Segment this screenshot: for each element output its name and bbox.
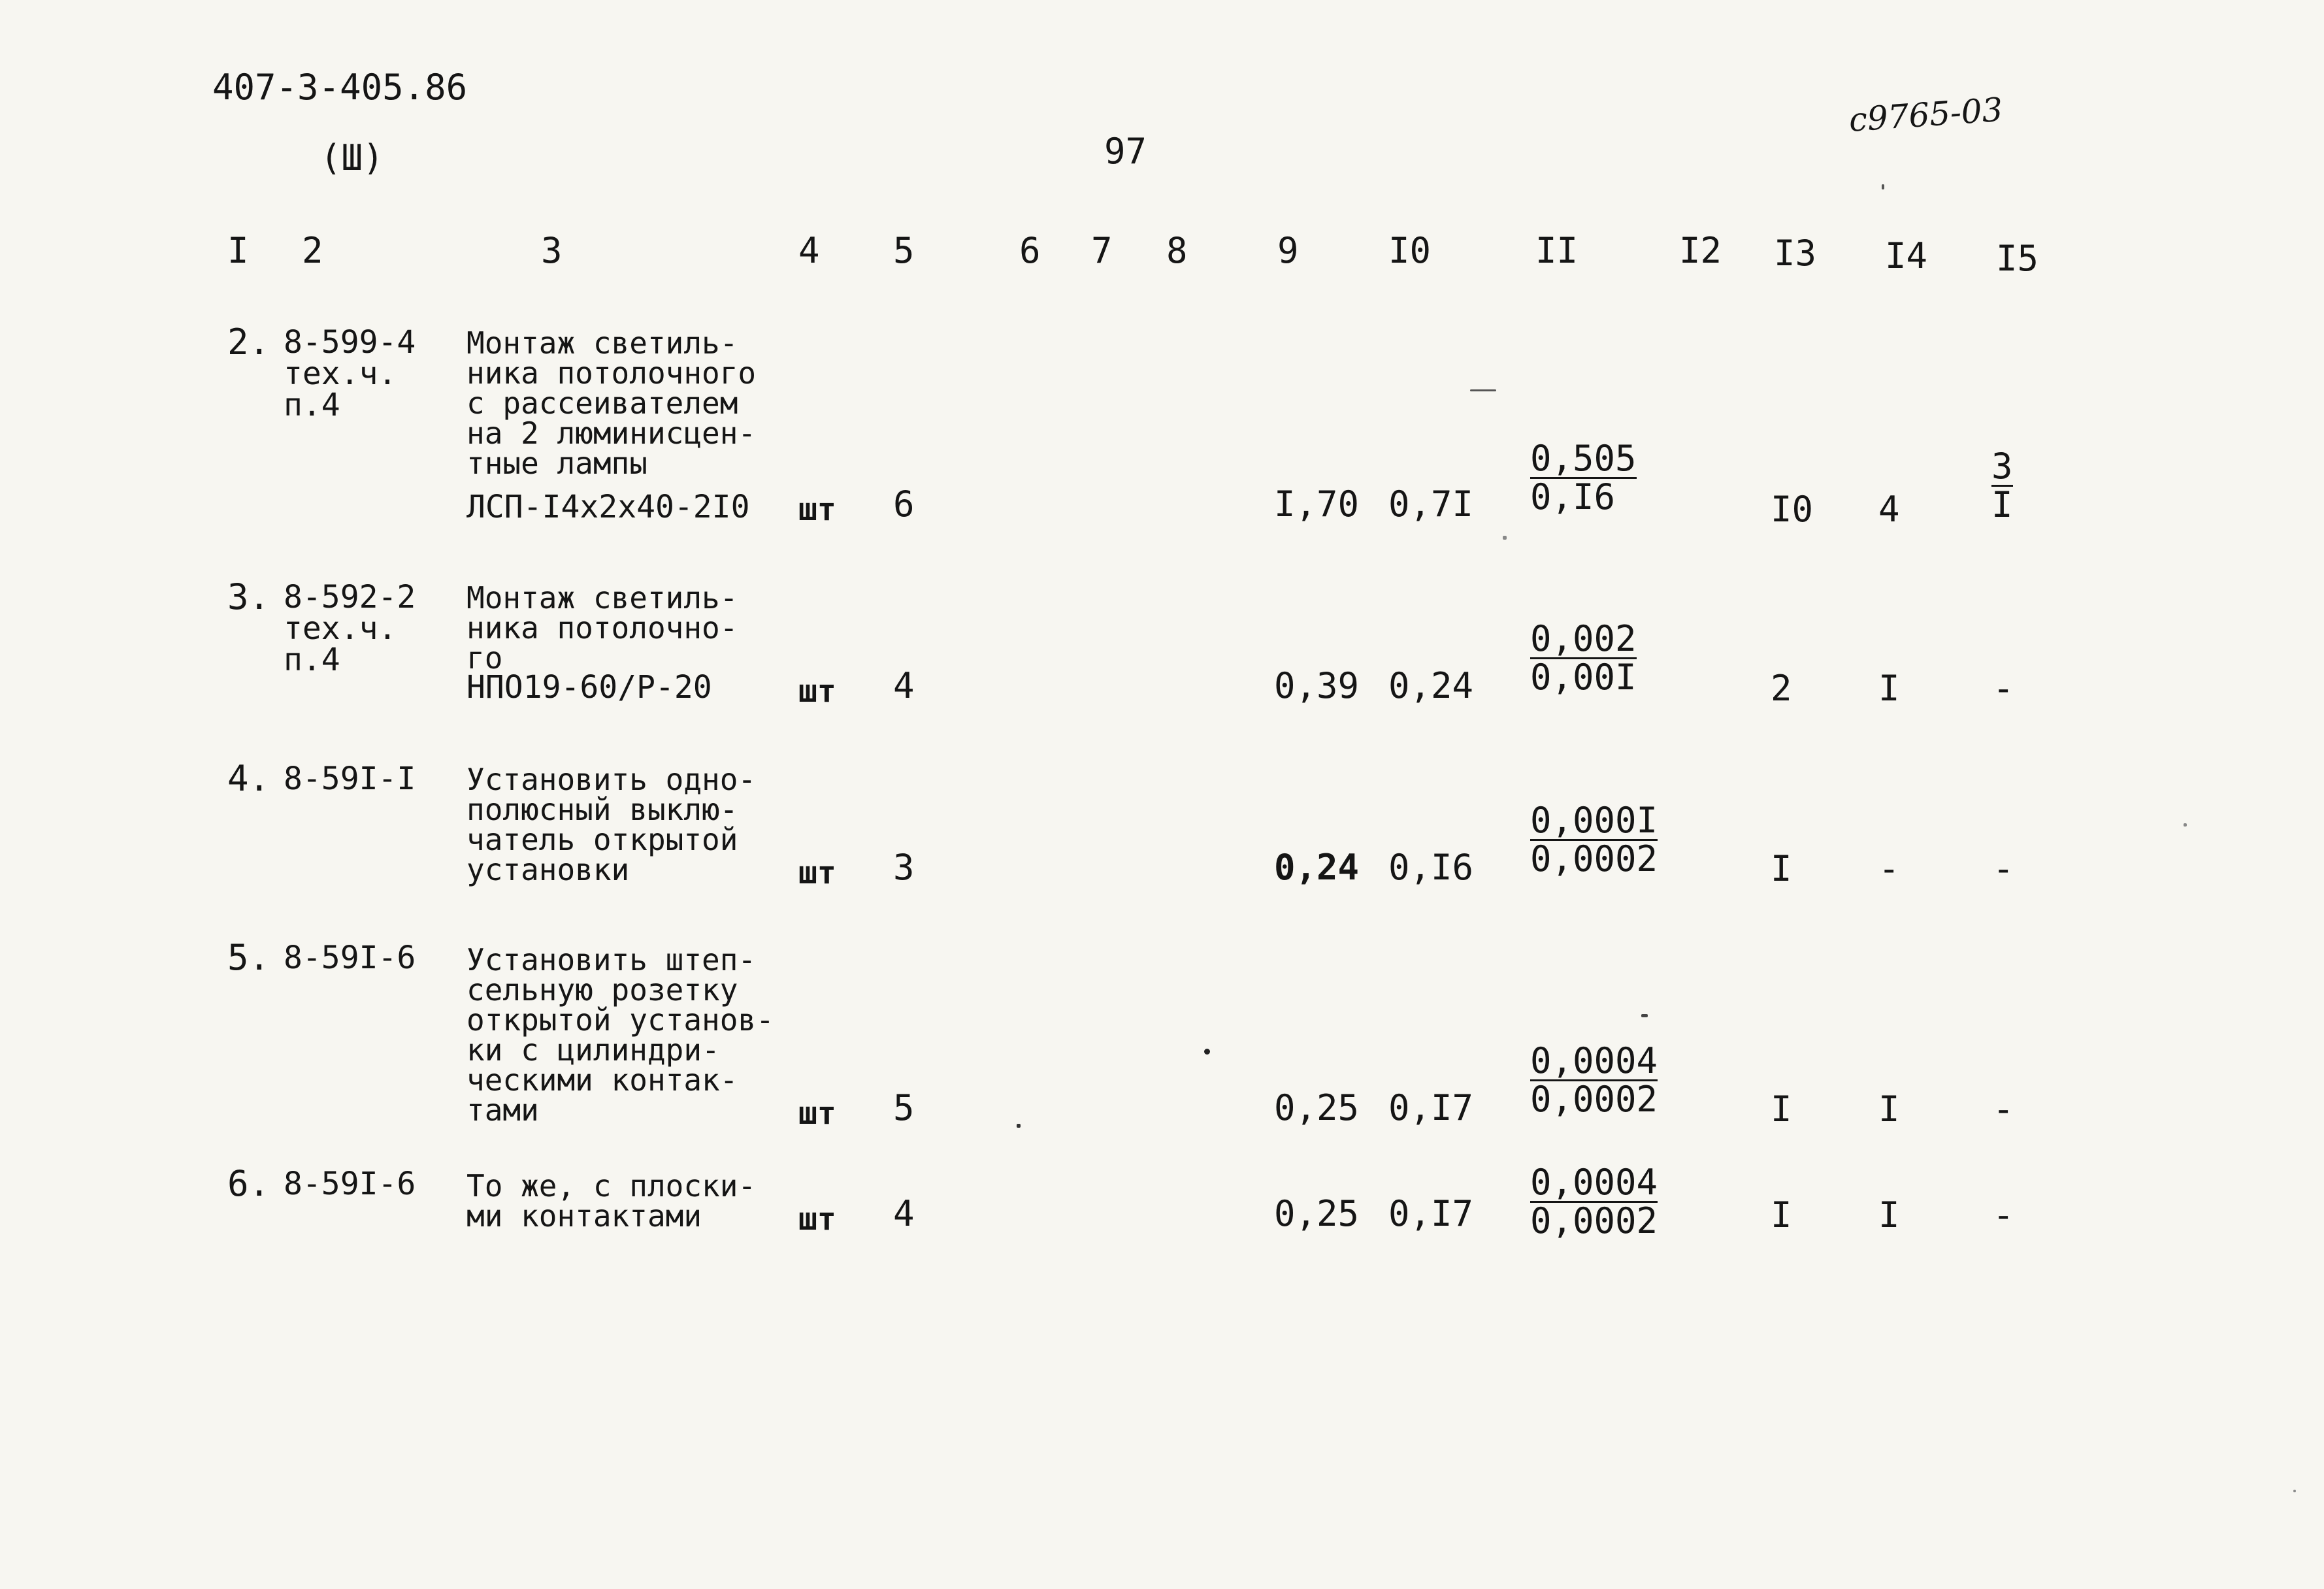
column-13-value: I xyxy=(1771,1194,1792,1236)
work-description: То же, с плоски- ми контактами xyxy=(466,1168,757,1234)
column-9-value: 0,25 xyxy=(1274,1193,1360,1234)
quantity: 4 xyxy=(893,1193,915,1234)
column-header: II xyxy=(1535,230,1579,271)
scan-speck xyxy=(1204,1049,1210,1055)
unit: шт xyxy=(798,855,836,891)
document-number: 407-3-405.86 xyxy=(212,67,468,108)
fraction-numerator: 0,002 xyxy=(1530,618,1637,659)
row-number: 3. xyxy=(227,576,270,617)
equipment-model: НПО19-60/Р-20 xyxy=(466,669,712,706)
quantity: 6 xyxy=(893,483,915,525)
scan-speck xyxy=(2184,823,2187,827)
scan-speck xyxy=(1503,536,1507,540)
column-9-value: I,70 xyxy=(1274,483,1360,525)
unit: шт xyxy=(798,491,836,528)
column-14-value: - xyxy=(1878,848,1900,889)
section-mark: (Ш) xyxy=(320,137,384,178)
fraction-denominator: 0,0002 xyxy=(1530,838,1658,879)
column-15-value: - xyxy=(1993,668,2014,709)
column-9-value: 0,25 xyxy=(1274,1087,1360,1128)
fraction-denominator: 0,0002 xyxy=(1530,1200,1658,1241)
scan-speck xyxy=(1641,1014,1648,1017)
column-13-value: I xyxy=(1771,1089,1792,1130)
column-13-value: 2 xyxy=(1771,668,1792,709)
column-9-value: 0,39 xyxy=(1274,665,1360,706)
fraction-numerator: 0,505 xyxy=(1530,438,1637,479)
column-10-value: 0,7I xyxy=(1388,483,1474,525)
column-10-value: 0,24 xyxy=(1388,665,1474,706)
norm-code: 8-59I-I xyxy=(284,761,416,797)
quantity: 4 xyxy=(893,665,915,706)
column-11-fraction xyxy=(1530,438,1637,517)
column-15-value: - xyxy=(1993,1089,2014,1130)
column-header: 4 xyxy=(798,230,820,271)
quantity: 3 xyxy=(893,847,915,888)
quantity: 5 xyxy=(893,1087,915,1128)
handwritten-stamp: с9765-03 xyxy=(1847,90,2005,139)
equipment-model: ЛСП-I4x2x40-2I0 xyxy=(466,489,750,525)
fraction-denominator: 0,0002 xyxy=(1530,1079,1658,1120)
fraction-denominator: 0,I6 xyxy=(1530,476,1616,517)
row-number: 5. xyxy=(227,937,270,978)
column-14-value: 4 xyxy=(1878,489,1900,530)
page-number: 97 xyxy=(1104,131,1147,172)
fraction-numerator: 0,0004 xyxy=(1530,1162,1658,1203)
fraction-numerator: 3 xyxy=(1991,446,2013,487)
unit: шт xyxy=(798,1095,836,1132)
column-11-fraction xyxy=(1530,800,1658,879)
column-header: 3 xyxy=(541,230,563,271)
column-10-value: 0,I7 xyxy=(1388,1087,1474,1128)
unit: шт xyxy=(798,673,836,710)
scan-speck xyxy=(2293,1490,2296,1492)
unit: шт xyxy=(798,1201,836,1237)
work-description: Установить одно- полюсный выклю- чатель открытой установки xyxy=(466,762,757,887)
row-number: 6. xyxy=(227,1163,270,1204)
column-header: I3 xyxy=(1774,233,1817,274)
scan-speck xyxy=(1470,389,1496,391)
column-11-fraction xyxy=(1530,1040,1658,1120)
fraction-numerator: 0,0004 xyxy=(1530,1040,1658,1081)
norm-code: 8-592-2 тех.ч. п.4 xyxy=(284,579,416,678)
column-header: 9 xyxy=(1277,230,1299,271)
column-header: 5 xyxy=(893,230,915,271)
fraction-numerator: 0,000I xyxy=(1530,800,1658,841)
row-number: 4. xyxy=(227,758,270,799)
norm-code: 8-59I-6 xyxy=(284,1166,416,1202)
column-15-value: - xyxy=(1993,1194,2014,1236)
row-number: 2. xyxy=(227,321,270,363)
scan-speck xyxy=(1882,184,1884,189)
column-header: I4 xyxy=(1885,235,1928,276)
work-description: Монтаж светиль- ника потолочного с рассеивателем на 2 люминисцен- тные лампы xyxy=(466,325,757,481)
fraction-denominator: 0,00I xyxy=(1530,657,1637,698)
column-15-value: - xyxy=(1993,848,2014,889)
column-10-value: 0,I7 xyxy=(1388,1193,1474,1234)
column-14-value: I xyxy=(1878,668,1900,709)
fraction-denominator: I xyxy=(1991,484,2013,525)
column-9-value: 0,24 xyxy=(1274,847,1360,888)
column-header: 8 xyxy=(1166,230,1188,271)
column-14-value: I xyxy=(1878,1089,1900,1130)
column-15-fraction xyxy=(1991,446,2013,525)
column-header: 6 xyxy=(1019,230,1041,271)
scan-speck xyxy=(1017,1124,1021,1128)
column-10-value: 0,I6 xyxy=(1388,847,1474,888)
column-13-value: I0 xyxy=(1771,489,1814,530)
column-header: 2 xyxy=(302,230,323,271)
column-header: I5 xyxy=(1996,238,2039,279)
column-13-value: I xyxy=(1771,848,1792,889)
column-header: I xyxy=(227,230,249,271)
column-14-value: I xyxy=(1878,1194,1900,1236)
work-description: Монтаж светиль- ника потолочно- го xyxy=(466,580,738,676)
norm-code: 8-599-4 тех.ч. п.4 xyxy=(284,324,416,423)
norm-code: 8-59I-6 xyxy=(284,940,416,976)
column-11-fraction xyxy=(1530,618,1637,698)
column-header: 7 xyxy=(1091,230,1113,271)
work-description: Установить штеп- сельную розетку открытой установ- ки с цилиндри- ческими контак- тами xyxy=(466,942,774,1128)
column-header: I2 xyxy=(1679,230,1722,271)
column-header: I0 xyxy=(1388,230,1432,271)
column-11-fraction xyxy=(1530,1162,1658,1241)
